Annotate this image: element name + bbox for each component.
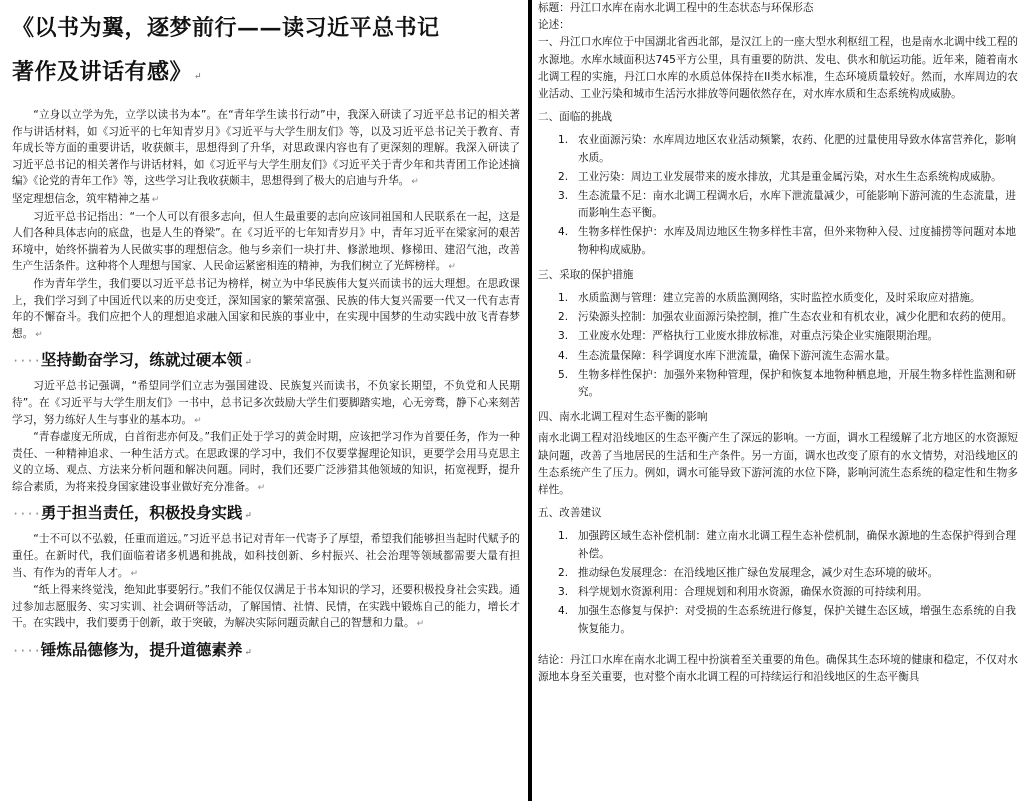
list-item bbox=[558, 188, 1016, 222]
leader-dots: ···· bbox=[12, 507, 41, 522]
heading-responsibility bbox=[12, 500, 520, 529]
paragraph-ideals-1 bbox=[12, 209, 520, 276]
list-item-text: 生物多样性保护：加强外来物种管理，保护和恢复本地物种栖息地，开展生物多样性监测和研究。 bbox=[578, 368, 1016, 399]
paragraph-mark-icon: ↵ bbox=[130, 568, 139, 579]
list-item bbox=[558, 348, 1016, 365]
heading-morality-text: 锤炼品德修为，提升道德素养 bbox=[40, 640, 243, 660]
list-item-number: 3. bbox=[558, 330, 569, 343]
list-item bbox=[558, 367, 1016, 401]
list-item bbox=[558, 290, 1016, 307]
leader-dots: ···· bbox=[12, 354, 41, 369]
list-item-text: 加强生态修复与保护：对受损的生态系统进行修复，保护关键生态区域，增强生态系统的自我恢复能力。 bbox=[578, 605, 1016, 635]
suggestions-list bbox=[558, 528, 1016, 637]
list-item-number: 4. bbox=[558, 349, 569, 362]
list-item bbox=[558, 132, 1016, 166]
list-item-number: 1. bbox=[558, 530, 569, 543]
report-title: 标题：丹江口水库在南水北调工程中的生态状态与环保形态 bbox=[538, 2, 814, 14]
heading-study-text: 坚持勤奋学习，练就过硬本领 bbox=[40, 350, 243, 370]
paragraph-study-1-text: 习近平总书记强调，“希望同学们立志为强国建设、民族复兴而读书，不负家长期望，不负党和人民期待”。在《习近平与大学生朋友们》一书中，总书记多次鼓励大学生们要脚踏实地，心无旁骛，静下心来刻苦学习，努力练好人生与事业的基本功。 bbox=[12, 380, 520, 426]
list-item-text: 加强跨区域生态补偿机制：建立南水北调工程生态补偿机制，确保水源地的生态保护得到合理补偿。 bbox=[578, 530, 1016, 560]
list-item-number: 3. bbox=[558, 190, 569, 203]
paragraph-mark-icon: ↵ bbox=[244, 511, 252, 522]
list-item bbox=[558, 528, 1016, 562]
list-item bbox=[558, 328, 1016, 345]
list-item-number: 4. bbox=[558, 226, 569, 239]
measures-list bbox=[558, 290, 1016, 401]
list-item-text: 工业污染：周边工业发展带来的废水排放，尤其是重金属污染，对水生生态系统构成威胁。 bbox=[578, 170, 1002, 183]
subheading-ideals-text: 坚定理想信念，筑牢精神之基 bbox=[12, 192, 150, 205]
list-item-number: 5. bbox=[558, 368, 569, 381]
paragraph-mark-icon: ↵ bbox=[416, 619, 425, 630]
paragraph-responsibility-2-text: “纸上得来终觉浅，绝知此事要躬行。”我们不能仅仅满足于书本知识的学习，还要积极投身社会实践。通过参加志愿服务、实习实训、社会调研等活动，了解国情、社情、民情，在实践中锻炼自己的能力，增长才干。在实践中，我们要勇于创新，敢于突破，为解决实际问题贡献自己的智慧和力量。 bbox=[12, 584, 520, 630]
paragraph-ideals-1-text: 习近平总书记指出：“一个人可以有很多志向，但人生最重要的志向应该同祖国和人民联系在一起，这是人们各种具体志向的底盘，也是人生的脊梁”。在《习近平的七年知青岁月》中，青年习近平在梁家河的艰苦环境中，始终怀揣着为人民做实事的理想信念。他与乡亲们一块打井、修淤地坝、修梯田、建沼气池，改善生产生活条件。这种将个人理想与国家、人民命运紧密相连的精神，为我们树立了光辉榜样。 bbox=[12, 210, 520, 273]
intro-text: “立身以立学为先，立学以读书为本”。在“青年学生读书行动”中，我深入研读了习近平总书记的相关著作与讲话材料，如《习近平的七年知青岁月》《习近平与大学生朋友们》等，以及习近平总书记关于教育、青年成长等方面的重要讲话，收获颇丰，思想得到了升华，对思政课内容也有了更深刻的理解。我深入研读了习近平总书记的相关著作与讲话材料，如《习近平与大学生朋友们》《习近平关于青少年和共青团工作论述摘编》《论党的青年工作》等，这些学习让我收获颇丰，思想得到了极大的启迪与升华。 bbox=[12, 109, 520, 188]
heading-morality bbox=[12, 637, 520, 666]
list-item-number: 2. bbox=[558, 170, 569, 183]
list-item-number: 1. bbox=[558, 292, 569, 305]
list-item-text: 工业废水处理：严格执行工业废水排放标准，对重点污染企业实施限期治理。 bbox=[578, 330, 939, 343]
essay-title bbox=[12, 6, 518, 99]
heading-responsibility-text: 勇于担当责任，积极投身实践 bbox=[40, 503, 243, 523]
title-line-2: 著作及讲话有感》 bbox=[12, 59, 193, 85]
lunshu-label: 论述： bbox=[538, 19, 570, 32]
section-5-title: 五、改善建议 bbox=[538, 507, 602, 520]
list-item-number: 4. bbox=[558, 605, 569, 618]
paragraph-ideals-2-text: 作为青年学生，我们要以习近平总书记为榜样，树立为中华民族伟大复兴而读书的远大理想。在思政课上，我们学习到了中国近代以来的历史变迁，深知国家的繁荣富强、民族的伟大复兴需要一代又一代有志青年的不懈奋斗。我们应把个人的理想追求融入国家和民族的事业中，在实现中国梦的生动实践中放飞青春梦想。 bbox=[12, 277, 520, 340]
list-item-text: 生物多样性保护：水库及周边地区生物多样性丰富，但外来物种入侵、过度捕捞等问题对本地物种构成威胁。 bbox=[578, 226, 1016, 256]
list-item-number: 2. bbox=[558, 566, 569, 579]
list-item-text: 科学规划水资源利用：合理规划和利用水资源，确保水资源的可持续利用。 bbox=[578, 586, 928, 599]
paragraph-mark-icon: ↵ bbox=[257, 482, 266, 493]
section-1-overview: 一、丹江口水库位于中国湖北省西北部，是汉江上的一座大型水利枢纽工程，也是南水北调中线工程的水源地。水库水域面积达745平方公里，具有重要的防洪、发电、供水和航运功能。近年来，随着南水北调工程的实施，丹江口水库的水质总体保持在II类水标准，生态环境质量较好。然而，水库周边的农业活动、工业污染和城市生活污水排放等问题依然存在，对水库水质和生态系统构成威胁。 bbox=[538, 36, 1018, 101]
list-item-text: 推动绿色发展理念：在沿线地区推广绿色发展理念，减少对生态环境的破坏。 bbox=[578, 566, 939, 579]
list-item bbox=[558, 169, 1016, 186]
section-2-title: 二、面临的挑战 bbox=[538, 111, 613, 124]
paragraph-mark-icon: ↵ bbox=[194, 415, 202, 426]
list-item-text: 水质监测与管理：建立完善的水质监测网络，实时监控水质变化，及时采取应对措施。 bbox=[578, 292, 981, 305]
paragraph-mark-icon: ↵ bbox=[244, 648, 252, 659]
heading-study bbox=[12, 347, 520, 376]
paragraph-responsibility-1-text: “士不可以不弘毅，任重而道远。”习近平总书记对青年一代寄予了厚望，希望我们能够担当起时代赋予的重任。在新时代，我们面临着诸多机遇和挑战，如科技创新、乡村振兴、社会治理等领域都需要大量有担当、有作为的青年人才。 bbox=[12, 533, 520, 579]
list-item-text: 生态流量不足：南水北调工程调水后，水库下泄流量减少，可能影响下游河流的生态流量，进而影响生态平衡。 bbox=[578, 190, 1016, 220]
conclusion: 结论：丹江口水库在南水北调工程中扮演着至关重要的角色。确保其生态环境的健康和稳定，不仅对水源地本身至关重要，也对整个南水北调工程的可持续运行和沿线地区的生态平衡具 bbox=[538, 653, 1018, 683]
list-item bbox=[558, 603, 1016, 637]
section-3-title: 三、采取的保护措施 bbox=[538, 268, 634, 281]
paragraph-study-2-text: “青春虚度无所成，白首衔悲亦何及。”我们正处于学习的黄金时期，应该把学习作为首要任务，作为一种责任、一种精神追求、一种生活方式。在思政课的学习中，我们不仅要掌握理论知识，更要学会用马克思主义的立场、观点、方法来分析问题和解决问题。同时，我们还要广泛涉猎其他领域的知识，拓宽视野，提升综合素质，为将来投身国家建设事业做好充分准备。 bbox=[12, 431, 520, 493]
list-item bbox=[558, 224, 1016, 258]
subheading-ideals bbox=[12, 191, 520, 209]
list-item-number: 2. bbox=[558, 311, 569, 324]
paragraph-mark-icon: ↵ bbox=[448, 262, 456, 273]
section-4-body: 南水北调工程对沿线地区的生态平衡产生了深远的影响。一方面，调水工程缓解了北方地区的水资源短缺问题，改善了当地居民的生活和生产条件。另一方面，调水也改变了原有的水文情势，对沿线地区的生态系统产生了压力。例如，调水可能导致下游河流的水位下降，影响河流生态系统的稳定性和生物多样性。 bbox=[538, 432, 1018, 497]
challenges-list bbox=[558, 132, 1016, 258]
list-item-number: 1. bbox=[558, 134, 569, 147]
title-line-1: 《以书为翼，逐梦前行——读习近平总书记 bbox=[12, 15, 440, 41]
intro-paragraph bbox=[12, 107, 520, 191]
paragraph-mark-icon: ↵ bbox=[35, 329, 43, 340]
paragraph-mark-icon: ↵ bbox=[194, 72, 203, 82]
paragraph-mark-icon: ↵ bbox=[411, 177, 419, 188]
paragraph-responsibility-1 bbox=[12, 531, 520, 582]
right-document-page bbox=[532, 0, 1024, 801]
paragraph-study-1 bbox=[12, 378, 520, 429]
paragraph-ideals-2 bbox=[12, 276, 520, 343]
paragraph-study-2 bbox=[12, 429, 520, 496]
leader-dots: ···· bbox=[12, 644, 41, 659]
list-item bbox=[558, 584, 1016, 601]
list-item bbox=[558, 565, 1016, 582]
paragraph-mark-icon: ↵ bbox=[244, 358, 252, 369]
list-item-text: 生态流量保障：科学调度水库下泄流量，确保下游河流生态需水量。 bbox=[578, 349, 896, 362]
list-item-number: 3. bbox=[558, 586, 569, 599]
list-item-text: 污染源头控制：加强农业面源污染控制，推广生态农业和有机农业，减少化肥和农药的使用。 bbox=[578, 311, 1013, 324]
section-4-title: 四、南水北调工程对生态平衡的影响 bbox=[538, 411, 708, 424]
paragraph-mark-icon: ↵ bbox=[151, 194, 160, 205]
paragraph-responsibility-2 bbox=[12, 582, 520, 633]
list-item-text: 农业面源污染：水库周边地区农业活动频繁，农药、化肥的过量使用导致水体富营养化，影响水质。 bbox=[578, 134, 1016, 164]
list-item bbox=[558, 309, 1016, 326]
